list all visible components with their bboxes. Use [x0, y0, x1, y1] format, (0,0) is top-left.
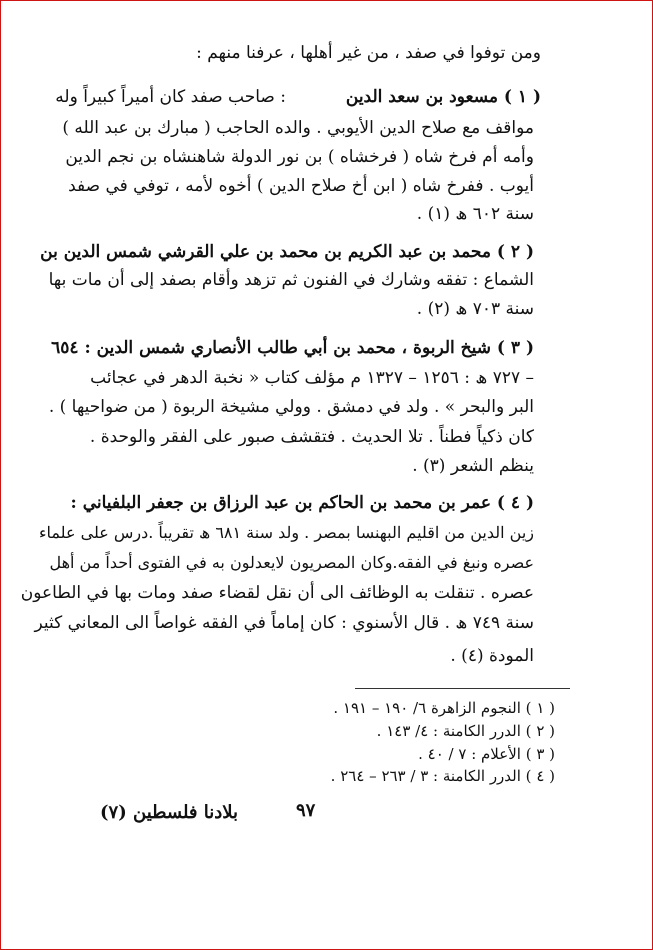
entry-4-line-2: عصره . تنقلت به الوظائف الى أن نقل لقضاء صفد ومات بها في الطاعون	[20, 583, 534, 603]
entry-4-label: ( ٤ ) عمر بن محمد بن الحاكم بن عبد الرزاق بن جعفر البلفياني :	[70, 493, 534, 513]
running-footer-title: بلادنا فلسطين (٧)	[100, 802, 239, 823]
footnote-2: ( ٢ ) الدرر الكامنة : ٤/ ١٤٣ .	[376, 722, 555, 740]
entry-4-line-3: سنة ٧٤٩ ھ . قال الأسنوي : كان إماماً في الفقه غواصاً الى المعاني كثير	[34, 613, 534, 633]
entry-3-label: ( ٣ ) شيخ الربوة ، محمد بن أبي طالب الأنصاري شمس الدين : ٦٥٤	[51, 338, 534, 358]
entry-1-line-4: سنة ٦٠٢ ھ (١) .	[416, 204, 534, 224]
entry-3-line-1: البر والبحر » . ولد في دمشق . وولي مشيخة الربوة ( من ضواحيها ) .	[48, 397, 534, 417]
entry-4-line-4: المودة (٤) .	[450, 646, 534, 666]
footnote-1: ( ١ ) النجوم الزاهرة ٦/ ١٩٠ – ١٩١ .	[333, 699, 555, 717]
entry-2-line-0: الشماع : تفقه وشارك في الفنون ثم تزهد وأقام بصفد إلى أن مات بها	[48, 270, 534, 290]
entry-3-line-0: – ٧٢٧ ھ : ١٢٥٦ – ١٣٢٧ م مؤلف كتاب « نخبة الدهر في عجائب	[90, 368, 534, 388]
footnote-divider	[355, 688, 570, 689]
page-number: ٩٧	[296, 800, 316, 821]
entry-3-line-3: ينظم الشعر (٣) .	[412, 456, 534, 476]
entry-2-label: ( ٢ ) محمد بن عبد الكريم بن محمد بن علي القرشي شمس الدين بن	[40, 242, 534, 262]
entry-1-line-0: : صاحب صفد كان أميراً كبيراً وله	[55, 87, 286, 107]
footnote-4: ( ٤ ) الدرر الكامنة : ٣ / ٢٦٣ – ٢٦٤ .	[330, 767, 555, 785]
entry-1-label: ( ١ ) مسعود بن سعد الدين	[345, 87, 541, 107]
entry-1-line-3: أيوب . ففرخ شاه ( ابن أخ صلاح الدين ) أخوه لأمه ، توفي في صفد	[68, 176, 534, 196]
entry-4-line-1: عصره ونبغ في الفقه.وكان المصريون لايعدلون به في الفتوى أحداً من أهل	[49, 553, 534, 572]
intro-line: ومن توفوا في صفد ، من غير أهلها ، عرفنا منهم :	[196, 43, 541, 63]
entry-1-line-1: مواقف مع صلاح الدين الأيوبي . والده الحاجب ( مبارك بن عبد الله )	[62, 118, 534, 138]
entry-1-line-2: وأمه أم فرخ شاه ( فرخشاه ) بن نور الدولة شاهنشاه بن نجم الدين	[65, 147, 534, 167]
entry-4-line-0: زين الدين من اقليم البهنسا بمصر . ولد سنة ٦٨١ ھ تقريباً .درس على علماء	[39, 523, 534, 542]
entry-2-line-1: سنة ٧٠٣ ھ (٢) .	[416, 299, 534, 319]
entry-3-line-2: كان ذكياً فطناً . تلا الحديث . فتقشف صبور على الفقر والوحدة .	[89, 427, 534, 447]
footnote-3: ( ٣ ) الأعلام : ٧ / ٤٠ .	[418, 745, 555, 763]
